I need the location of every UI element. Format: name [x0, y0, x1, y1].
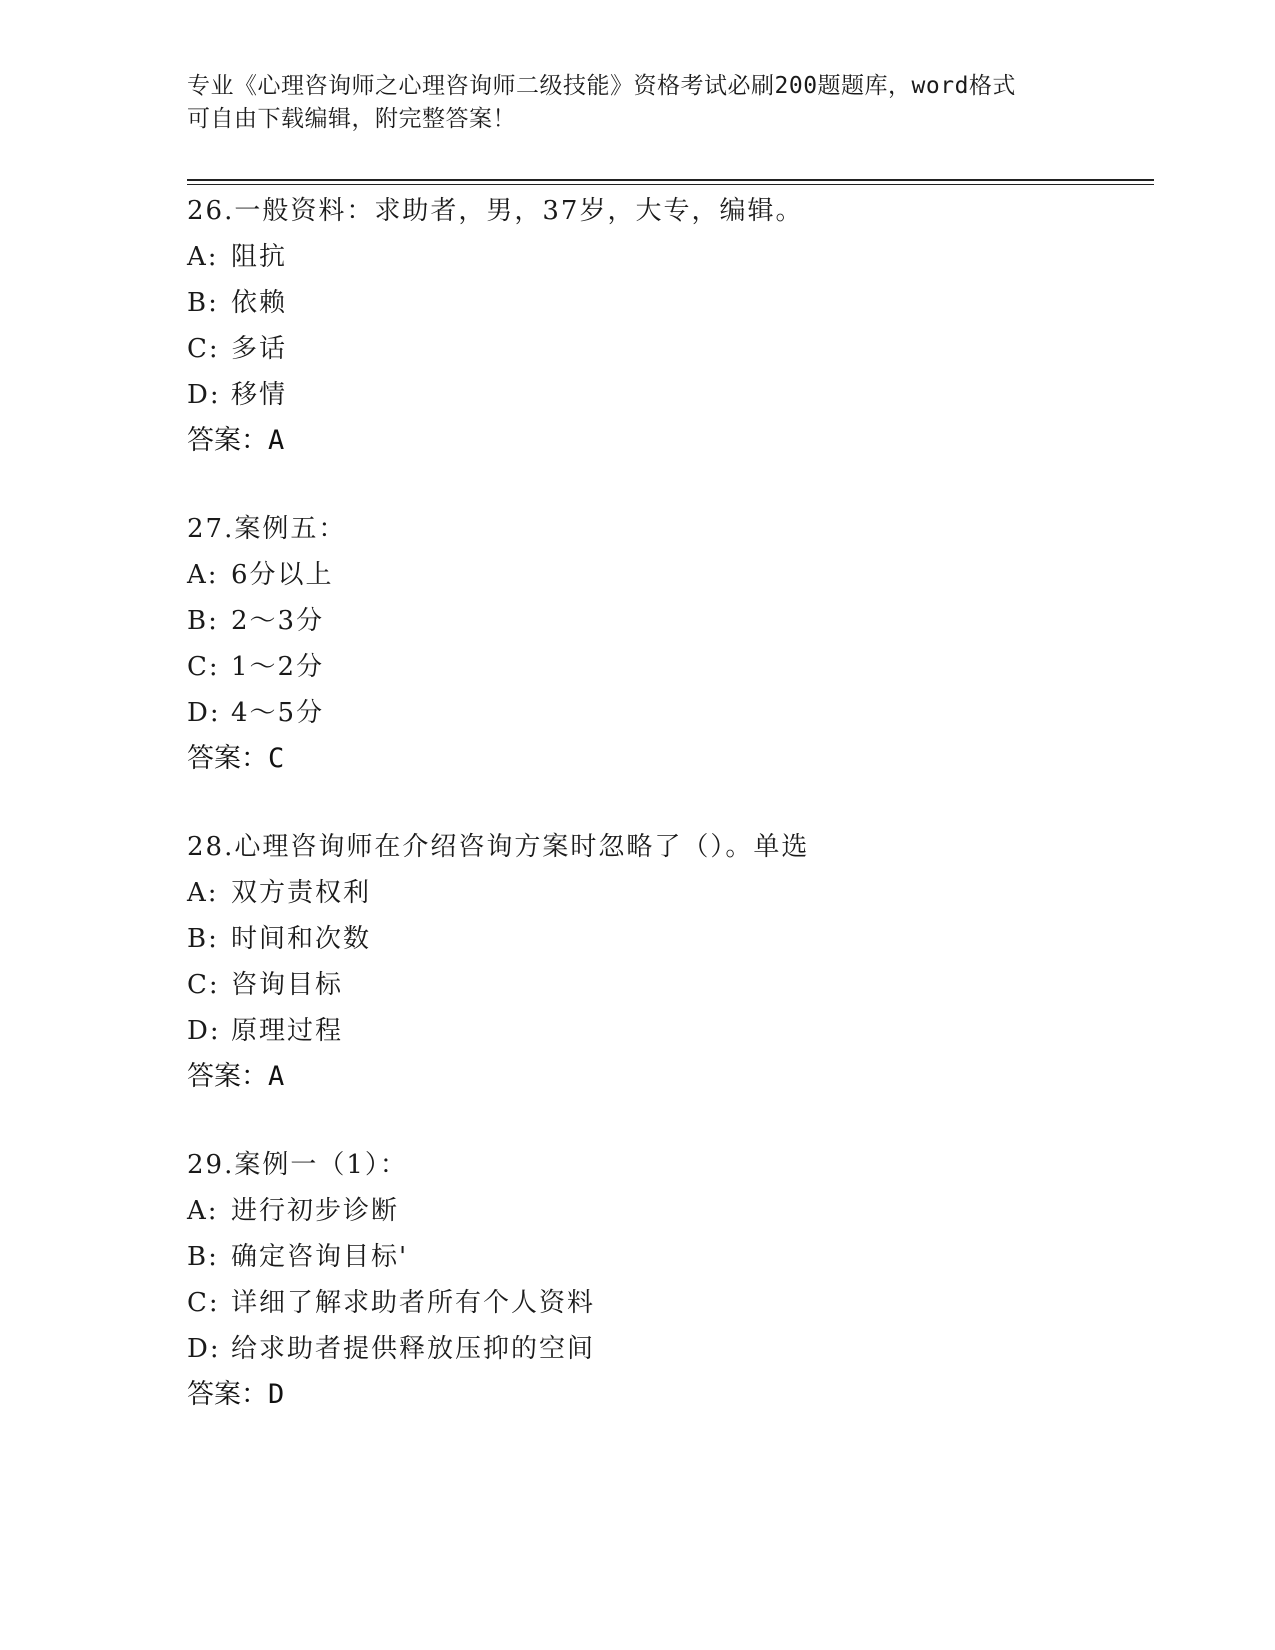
option-b	[187, 916, 1187, 962]
question-26	[187, 188, 1187, 506]
option-c	[187, 962, 1187, 1008]
option-text: 详细了解求助者所有个人资料	[231, 1288, 596, 1318]
option-text: 多话	[231, 334, 288, 364]
option-letter: D:	[187, 1016, 221, 1046]
option-letter: C:	[187, 652, 220, 682]
option-letter: A:	[187, 1196, 219, 1226]
option-text: 咨询目标	[231, 970, 344, 1000]
option-letter: D:	[187, 1334, 221, 1364]
question-27	[187, 506, 1187, 824]
question-text: 心理咨询师在介绍咨询方案时忽略了（）。单选	[234, 832, 810, 862]
answer-line: 答案：A	[187, 1061, 285, 1092]
question-number: 27.	[187, 514, 235, 544]
question-stem	[187, 824, 1187, 870]
option-text: 4～5分	[231, 698, 325, 728]
question-29	[187, 1142, 1187, 1460]
option-c	[187, 644, 1187, 690]
option-text: 双方责权利	[231, 878, 372, 908]
option-letter: A:	[187, 878, 219, 908]
option-text: 1～2分	[231, 652, 325, 682]
option-text: 移情	[231, 380, 288, 410]
question-number: 29.	[187, 1150, 235, 1180]
option-d	[187, 1326, 1187, 1372]
option-text: 原理过程	[231, 1016, 344, 1046]
option-text: 阻抗	[231, 242, 288, 272]
option-b	[187, 598, 1187, 644]
document-header	[187, 70, 1067, 136]
option-letter: C:	[187, 334, 220, 364]
option-b	[187, 280, 1187, 326]
option-a	[187, 552, 1187, 598]
option-letter: C:	[187, 1288, 220, 1318]
option-letter: A:	[187, 242, 219, 272]
answer-line: 答案：D	[187, 1379, 285, 1410]
option-a	[187, 1188, 1187, 1234]
option-a	[187, 870, 1187, 916]
option-d	[187, 372, 1187, 418]
question-28	[187, 824, 1187, 1142]
option-b	[187, 1234, 1187, 1280]
option-letter: A:	[187, 560, 219, 590]
option-letter: D:	[187, 380, 221, 410]
header-divider	[187, 179, 1154, 181]
option-letter: B:	[187, 924, 219, 954]
option-text: 确定咨询目标'	[231, 1242, 409, 1272]
question-text: 一般资料：求助者，男，37岁，大专，编辑。	[234, 196, 804, 226]
option-d	[187, 690, 1187, 736]
question-text: 案例一（1）：	[234, 1150, 408, 1180]
option-text: 依赖	[231, 288, 288, 318]
option-letter: C:	[187, 970, 220, 1000]
answer-line: 答案：C	[187, 743, 285, 774]
header-line-1: 专业《心理咨询师之心理咨询师二级技能》资格考试必刷200题题库，word格式	[187, 73, 1016, 99]
option-c	[187, 1280, 1187, 1326]
option-text: 时间和次数	[231, 924, 372, 954]
question-number: 28.	[187, 832, 235, 862]
question-list	[187, 188, 1187, 1460]
header-divider-thin	[187, 184, 1154, 185]
header-line-2: 可自由下载编辑，附完整答案！	[187, 106, 516, 132]
question-number: 26.	[187, 196, 235, 226]
option-letter: B:	[187, 1242, 219, 1272]
question-text: 案例五：	[234, 514, 347, 544]
option-letter: D:	[187, 698, 221, 728]
option-text: 给求助者提供释放压抑的空间	[231, 1334, 596, 1364]
option-c	[187, 326, 1187, 372]
option-letter: B:	[187, 288, 219, 318]
question-stem	[187, 188, 1187, 234]
answer-line: 答案：A	[187, 425, 285, 456]
question-stem	[187, 506, 1187, 552]
option-text: 2～3分	[231, 606, 325, 636]
option-d	[187, 1008, 1187, 1054]
option-text: 6分以上	[231, 560, 334, 590]
question-stem	[187, 1142, 1187, 1188]
option-a	[187, 234, 1187, 280]
option-letter: B:	[187, 606, 219, 636]
option-text: 进行初步诊断	[231, 1196, 400, 1226]
